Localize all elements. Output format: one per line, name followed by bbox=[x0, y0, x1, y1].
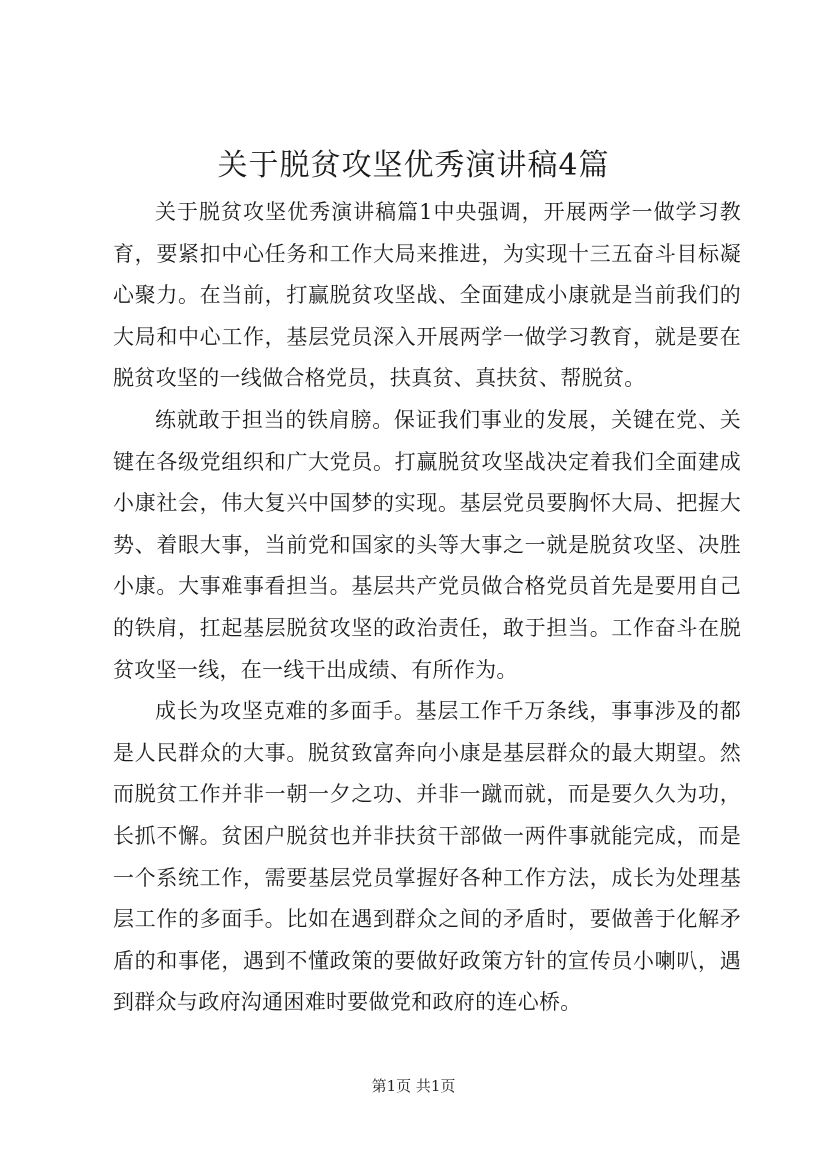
paragraph-1: 关于脱贫攻坚优秀演讲稿篇1中央强调，开展两学一做学习教育，要紧扣中心任务和工作大局来推进，为实现十三五奋斗目标凝心聚力。在当前，打赢脱贫攻坚战、全面建成小康就是当前我们的大局和中心工作，基层党员深入开展两学一做学习教育，就是要在脱贫攻坚的一线做合格党员，扶真贫、真扶贫、帮脱贫。 bbox=[113, 200, 741, 391]
document-title: 关于脱贫攻坚优秀演讲稿4篇 bbox=[217, 148, 610, 183]
document-body bbox=[113, 192, 741, 1024]
paragraph-2: 练就敢于担当的铁肩膀。保证我们事业的发展，关键在党、关键在各级党组织和广大党员。打赢脱贫攻坚战决定着我们全面建成小康社会，伟大复兴中国梦的实现。基层党员要胸怀大局、把握大势、着眼大事，当前党和国家的头等大事之一就是脱贫攻坚、决胜小康。大事难事看担当。基层共产党员做合格党员首先是要用自己的铁肩，扛起基层脱贫攻坚的政治责任，敢于担当。工作奋斗在脱贫攻坚一线，在一线干出成绩、有所作为。 bbox=[113, 407, 741, 682]
paragraph-3: 成长为攻坚克难的多面手。基层工作千万条线，事事涉及的都是人民群众的大事。脱贫致富奔向小康是基层群众的最大期望。然而脱贫工作并非一朝一夕之功、并非一蹴而就，而是要久久为功，长抓不懈。贫困户脱贫也并非扶贫干部做一两件事就能完成，而是一个系统工作，需要基层党员掌握好各种工作方法，成长为处理基层工作的多面手。比如在遇到群众之间的矛盾时，要做善于化解矛盾的和事佬，遇到不懂政策的要做好政策方针的宣传员小喇叭，遇到群众与政府沟通困难时要做党和政府的连心桥。 bbox=[113, 699, 741, 1015]
page-number-footer: 第1页 共1页 bbox=[371, 1077, 456, 1095]
